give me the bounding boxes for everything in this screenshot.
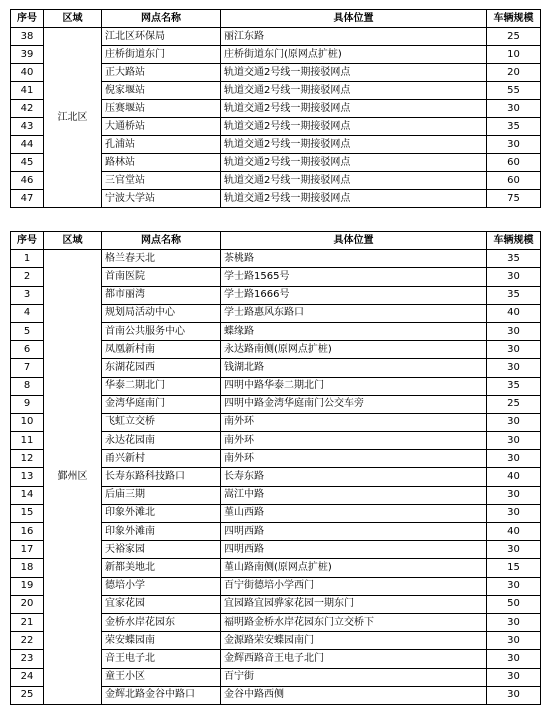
- station-capacity: 30: [487, 268, 541, 286]
- station-name: 倪家堰站: [102, 82, 221, 100]
- station-location: 丽江东路: [221, 28, 487, 46]
- station-location: 轨道交通2号线一期接驳网点: [221, 64, 487, 82]
- station-capacity: 30: [487, 632, 541, 650]
- station-location: 百宁街: [221, 668, 487, 686]
- station-name: 甬兴新村: [102, 450, 221, 468]
- station-location: 蝶缘路: [221, 322, 487, 340]
- station-capacity: 25: [487, 395, 541, 413]
- station-capacity: 55: [487, 82, 541, 100]
- row-number: 14: [11, 486, 44, 504]
- station-location: 四明中路金湾华庭南门公交车旁: [221, 395, 487, 413]
- row-number: 20: [11, 595, 44, 613]
- station-location: 金谷中路西侧: [221, 686, 487, 704]
- row-number: 42: [11, 100, 44, 118]
- station-location: 轨道交通2号线一期接驳网点: [221, 100, 487, 118]
- station-location: 嵩江中路: [221, 486, 487, 504]
- station-capacity: 30: [487, 413, 541, 431]
- station-name: 首南公共服务中心: [102, 322, 221, 340]
- station-name: 压赛堰站: [102, 100, 221, 118]
- station-name: 金辉北路金谷中路口: [102, 686, 221, 704]
- station-location: 学士路1666号: [221, 286, 487, 304]
- station-location: 庄桥街道东门(原网点扩桩): [221, 46, 487, 64]
- region-cell: 鄞州区: [44, 250, 102, 705]
- row-number: 4: [11, 304, 44, 322]
- station-name: 华泰二期北门: [102, 377, 221, 395]
- station-capacity: 75: [487, 190, 541, 208]
- region-cell: 江北区: [44, 28, 102, 208]
- station-name: 江北区环保局: [102, 28, 221, 46]
- station-capacity: 30: [487, 668, 541, 686]
- station-location: 堇山路南侧(原网点扩桩): [221, 559, 487, 577]
- station-capacity: 30: [487, 450, 541, 468]
- station-capacity: 40: [487, 523, 541, 541]
- row-number: 44: [11, 136, 44, 154]
- station-name: 庄桥街道东门: [102, 46, 221, 64]
- station-name: 宜家花园: [102, 595, 221, 613]
- station-capacity: 10: [487, 46, 541, 64]
- station-location: 学士路惠风东路口: [221, 304, 487, 322]
- row-number: 19: [11, 577, 44, 595]
- row-number: 7: [11, 359, 44, 377]
- row-number: 46: [11, 172, 44, 190]
- station-name: 德培小学: [102, 577, 221, 595]
- station-name: 永达花园南: [102, 432, 221, 450]
- station-name: 印象外滩南: [102, 523, 221, 541]
- header-capacity: 车辆规模: [487, 232, 541, 250]
- station-name: 路林站: [102, 154, 221, 172]
- row-number: 40: [11, 64, 44, 82]
- header-location: 具体位置: [221, 10, 487, 28]
- station-location: 轨道交通2号线一期接驳网点: [221, 136, 487, 154]
- table-row: [11, 28, 541, 46]
- station-name: 飞虹立交桥: [102, 413, 221, 431]
- station-location: 轨道交通2号线一期接驳网点: [221, 190, 487, 208]
- station-name: 正大路站: [102, 64, 221, 82]
- station-name: 宁波大学站: [102, 190, 221, 208]
- header-name: 网点名称: [102, 10, 221, 28]
- station-capacity: 30: [487, 486, 541, 504]
- row-number: 43: [11, 118, 44, 136]
- station-location: 轨道交通2号线一期接驳网点: [221, 118, 487, 136]
- row-number: 25: [11, 686, 44, 704]
- station-capacity: 30: [487, 136, 541, 154]
- station-name: 规划局活动中心: [102, 304, 221, 322]
- row-number: 23: [11, 650, 44, 668]
- station-location: 福明路金桥水岸花园东门立交桥下: [221, 613, 487, 631]
- header-no: 序号: [11, 232, 44, 250]
- station-name: 荣安蝶园南: [102, 632, 221, 650]
- station-capacity: 30: [487, 504, 541, 522]
- header-capacity: 车辆规模: [487, 10, 541, 28]
- row-number: 21: [11, 613, 44, 631]
- row-number: 11: [11, 432, 44, 450]
- station-capacity: 60: [487, 172, 541, 190]
- station-location: 钱湖北路: [221, 359, 487, 377]
- row-number: 15: [11, 504, 44, 522]
- station-capacity: 30: [487, 100, 541, 118]
- station-location: 四明西路: [221, 541, 487, 559]
- station-capacity: 25: [487, 28, 541, 46]
- row-number: 39: [11, 46, 44, 64]
- row-number: 5: [11, 322, 44, 340]
- table-row: [11, 250, 541, 268]
- station-capacity: 15: [487, 559, 541, 577]
- station-name: 新都美地北: [102, 559, 221, 577]
- station-capacity: 50: [487, 595, 541, 613]
- header-row: [11, 10, 541, 28]
- station-name: 格兰春天北: [102, 250, 221, 268]
- station-capacity: 35: [487, 286, 541, 304]
- station-capacity: 20: [487, 64, 541, 82]
- station-location: 堇山西路: [221, 504, 487, 522]
- station-capacity: 35: [487, 250, 541, 268]
- row-number: 2: [11, 268, 44, 286]
- row-number: 9: [11, 395, 44, 413]
- row-number: 6: [11, 341, 44, 359]
- header-no: 序号: [11, 10, 44, 28]
- station-location: 四明中路华泰二期北门: [221, 377, 487, 395]
- station-capacity: 60: [487, 154, 541, 172]
- station-location: 百宁街德培小学西门: [221, 577, 487, 595]
- row-number: 17: [11, 541, 44, 559]
- station-name: 大通桥站: [102, 118, 221, 136]
- jiangbei-table: [10, 9, 541, 208]
- station-capacity: 30: [487, 541, 541, 559]
- station-name: 童王小区: [102, 668, 221, 686]
- station-capacity: 30: [487, 650, 541, 668]
- station-location: 轨道交通2号线一期接驳网点: [221, 154, 487, 172]
- station-location: 四明西路: [221, 523, 487, 541]
- row-number: 16: [11, 523, 44, 541]
- station-name: 长寿东路科技路口: [102, 468, 221, 486]
- station-location: 长寿东路: [221, 468, 487, 486]
- row-number: 10: [11, 413, 44, 431]
- station-location: 宜园路宜园骅家花园一期东门: [221, 595, 487, 613]
- station-location: 轨道交通2号线一期接驳网点: [221, 82, 487, 100]
- row-number: 18: [11, 559, 44, 577]
- station-name: 东湖花园西: [102, 359, 221, 377]
- station-capacity: 30: [487, 577, 541, 595]
- station-name: 首南医院: [102, 268, 221, 286]
- station-capacity: 40: [487, 304, 541, 322]
- station-location: 金辉西路音王电子北门: [221, 650, 487, 668]
- row-number: 45: [11, 154, 44, 172]
- station-location: 茶桃路: [221, 250, 487, 268]
- station-name: 音王电子北: [102, 650, 221, 668]
- row-number: 41: [11, 82, 44, 100]
- station-capacity: 35: [487, 118, 541, 136]
- station-location: 南外环: [221, 432, 487, 450]
- station-capacity: 30: [487, 322, 541, 340]
- station-name: 凤凰新村南: [102, 341, 221, 359]
- header-region: 区域: [44, 232, 102, 250]
- station-location: 轨道交通2号线一期接驳网点: [221, 172, 487, 190]
- station-capacity: 30: [487, 432, 541, 450]
- row-number: 38: [11, 28, 44, 46]
- yinzhou-table: [10, 231, 541, 705]
- row-number: 12: [11, 450, 44, 468]
- row-number: 1: [11, 250, 44, 268]
- station-name: 后庙三期: [102, 486, 221, 504]
- header-name: 网点名称: [102, 232, 221, 250]
- station-location: 金源路荣安蝶园南门: [221, 632, 487, 650]
- row-number: 8: [11, 377, 44, 395]
- station-name: 印象外滩北: [102, 504, 221, 522]
- station-location: 南外环: [221, 413, 487, 431]
- station-name: 三官堂站: [102, 172, 221, 190]
- station-name: 金桥水岸花园东: [102, 613, 221, 631]
- station-name: 天裕家园: [102, 541, 221, 559]
- station-capacity: 30: [487, 613, 541, 631]
- station-location: 南外环: [221, 450, 487, 468]
- station-capacity: 35: [487, 377, 541, 395]
- jiangbei-body: [11, 28, 541, 208]
- station-capacity: 30: [487, 686, 541, 704]
- station-capacity: 40: [487, 468, 541, 486]
- station-location: 永达路南侧(原网点扩桩): [221, 341, 487, 359]
- row-number: 22: [11, 632, 44, 650]
- row-number: 47: [11, 190, 44, 208]
- row-number: 24: [11, 668, 44, 686]
- station-name: 都市丽湾: [102, 286, 221, 304]
- header-region: 区域: [44, 10, 102, 28]
- station-capacity: 30: [487, 341, 541, 359]
- yinzhou-body: [11, 250, 541, 705]
- station-name: 金湾华庭南门: [102, 395, 221, 413]
- row-number: 13: [11, 468, 44, 486]
- header-row: [11, 232, 541, 250]
- station-capacity: 30: [487, 359, 541, 377]
- header-location: 具体位置: [221, 232, 487, 250]
- row-number: 3: [11, 286, 44, 304]
- station-location: 学士路1565号: [221, 268, 487, 286]
- station-name: 孔浦站: [102, 136, 221, 154]
